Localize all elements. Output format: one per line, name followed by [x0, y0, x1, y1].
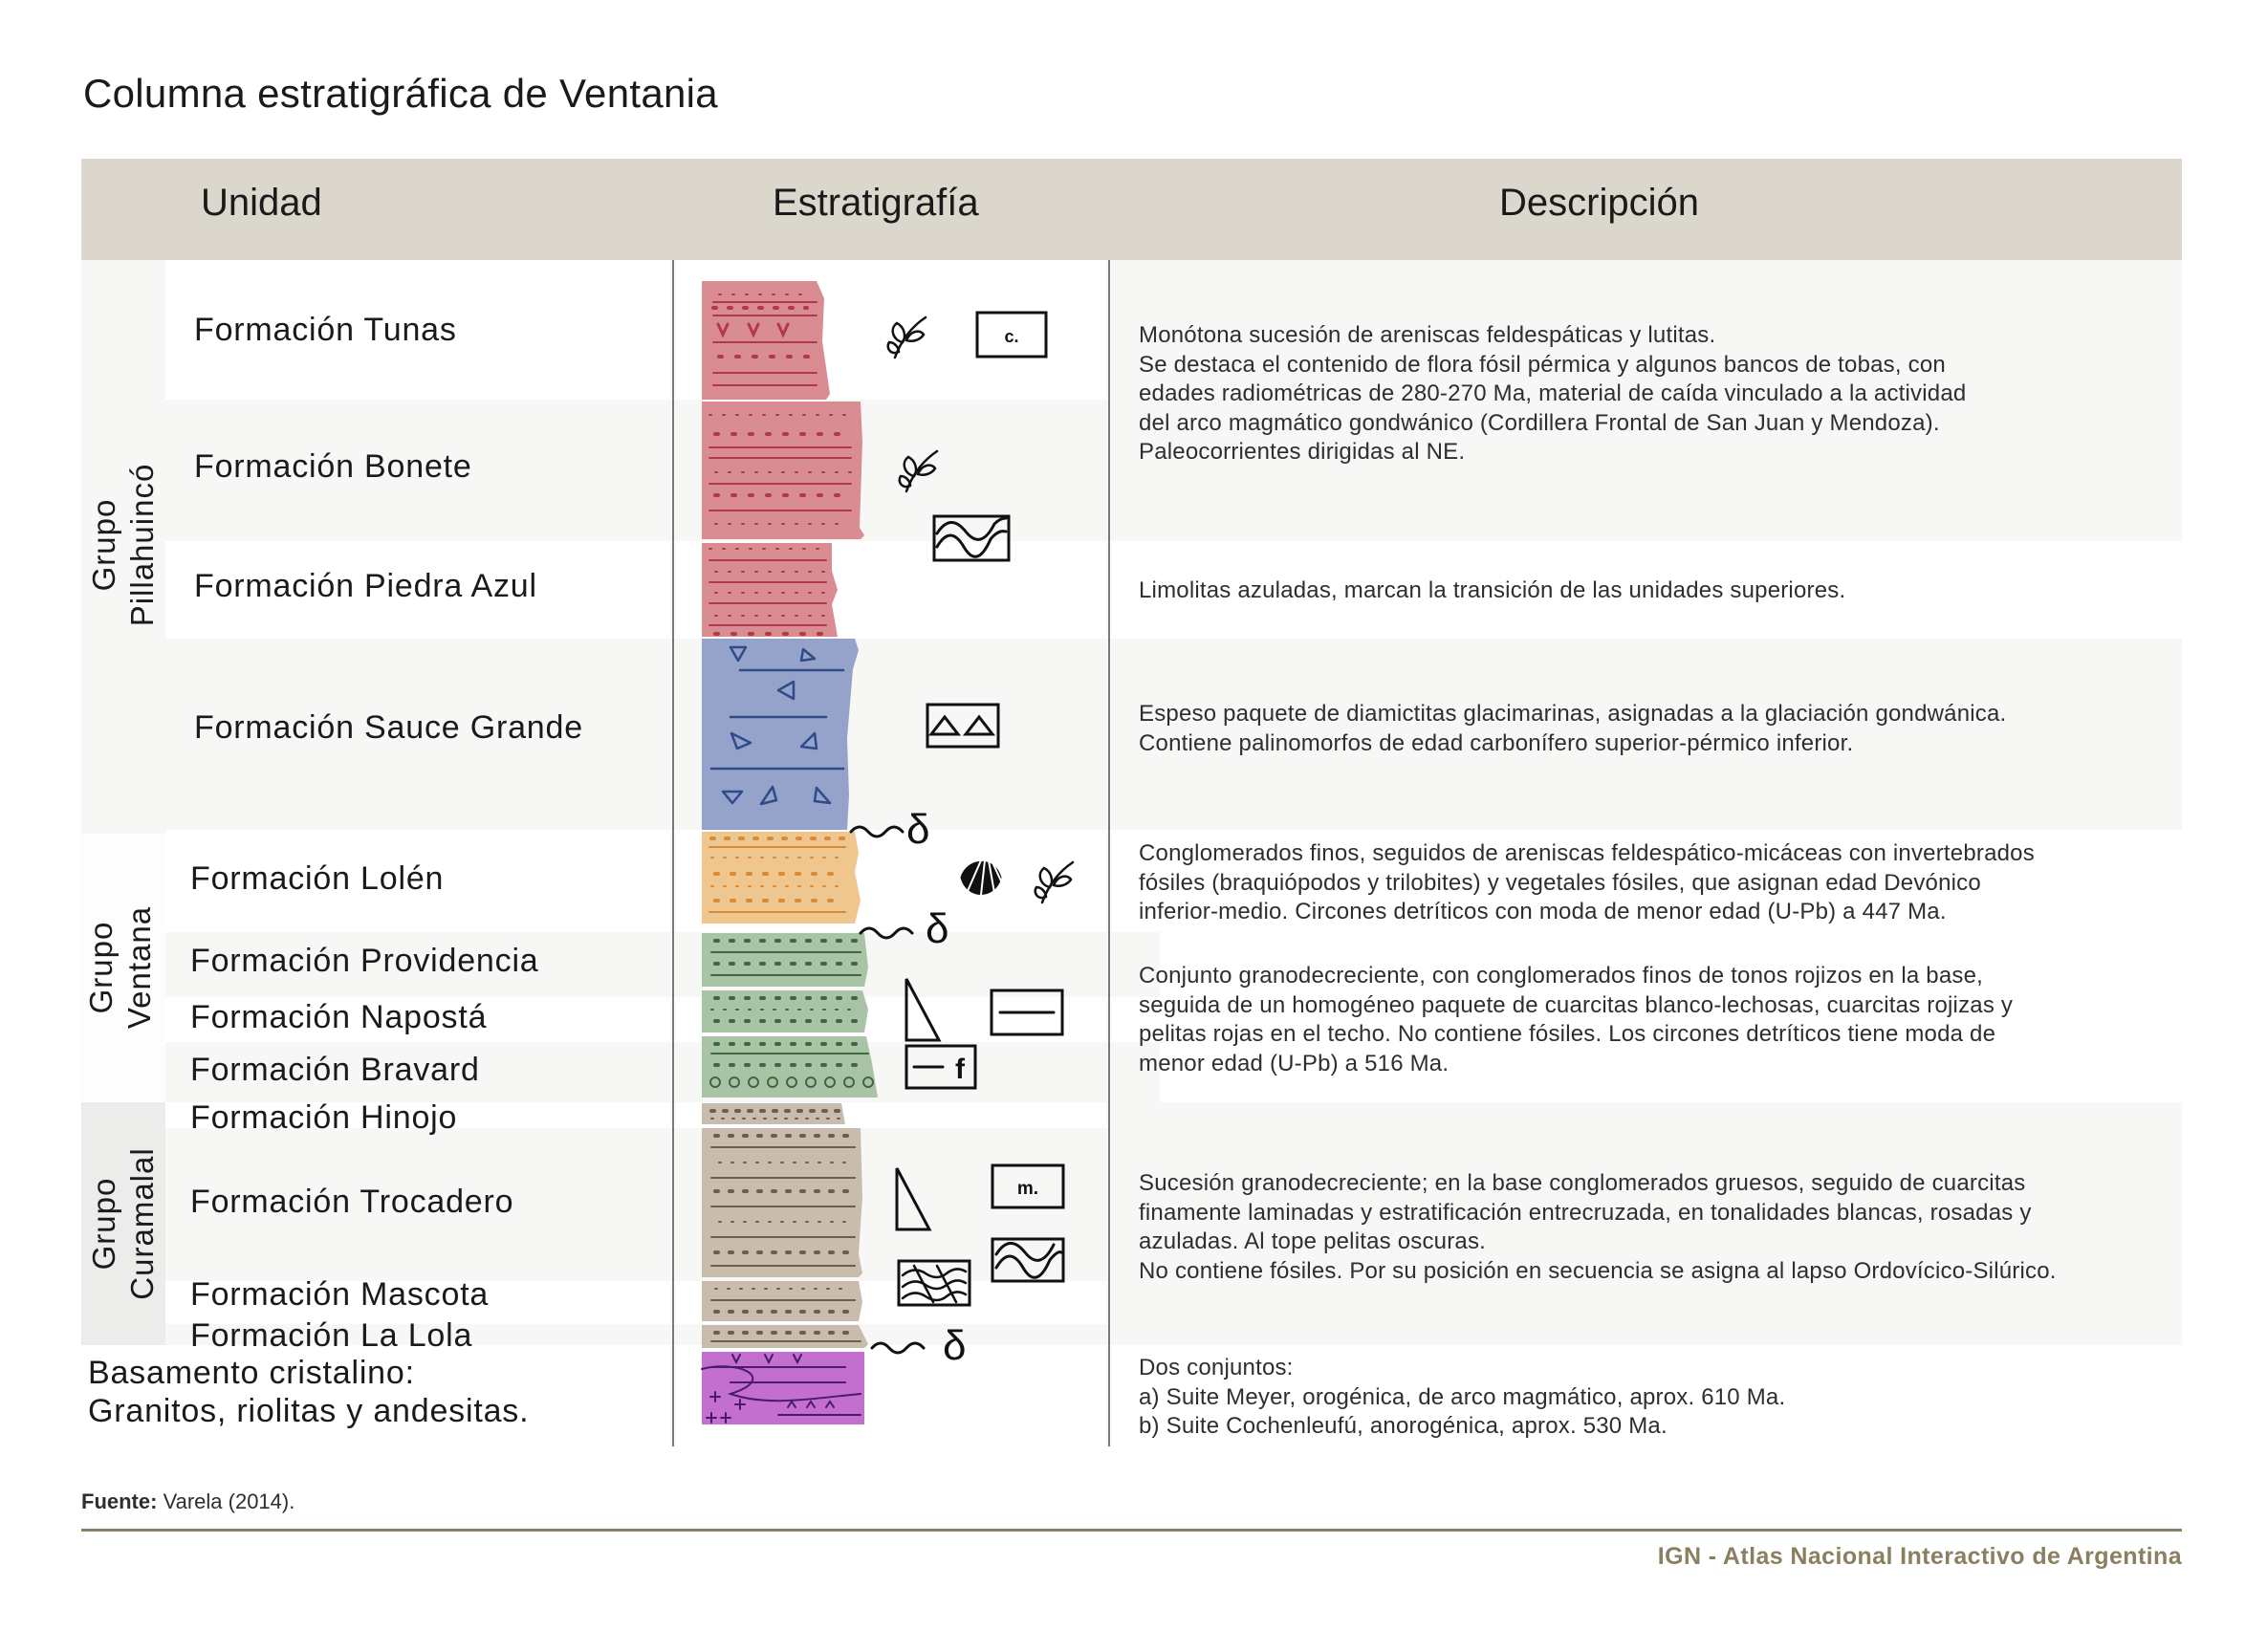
source-note: Fuente: Varela (2014). [81, 1489, 295, 1513]
matrix-label: m. [1016, 1179, 1039, 1199]
layer-lolen [702, 832, 861, 924]
table-header [81, 159, 2182, 260]
unit-mascota: Formación Mascota [190, 1276, 490, 1313]
unit-naposta: Formación Napostá [190, 999, 488, 1035]
page-title: Columna estratigráfica de Ventania [83, 71, 718, 116]
header-descripcion: Descripción [1499, 182, 1699, 224]
unit-trocadero: Formación Trocadero [190, 1184, 514, 1220]
column-divider [1108, 260, 1110, 1446]
description-curamalal: Sucesión granodecreciente; en la base conglomerados gruesos, seguido de cuarcitas finamente laminadas y estratificación entrecruzada, en tonalidades blancas, rosadas y azuladas. Al tope pelitas oscuras. No contiene fósiles. Por su posición en secuencia se asigna al lapso Ordovícico-Silúrico. [1139, 1170, 2057, 1284]
layer-bonete [702, 402, 864, 539]
description-basamento: Dos conjuntos: a) Suite Meyer, orogénica, de arco magmático, aprox. 610 Ma. b) Suite Cochenleufú, anorogénica, aprox. 530 Ma. [1139, 1355, 1786, 1439]
unit-basamento-1: Basamento cristalino: [88, 1355, 415, 1391]
wedge-symbol [897, 1168, 929, 1229]
layer-providencia [702, 933, 868, 987]
leaf-fossil-icon [888, 317, 926, 358]
unit-bravard: Formación Bravard [190, 1052, 480, 1088]
description-piedra-azul: Limolitas azuladas, marcan la transición de las unidades superiores. [1139, 577, 1846, 603]
group-label-ventana: Grupo Ventana [83, 905, 157, 1030]
unit-bonete: Formación Bonete [194, 448, 472, 485]
layer-sauce-grande [702, 639, 859, 830]
unit-tunas: Formación Tunas [194, 312, 457, 348]
unit-lolen: Formación Lolén [190, 860, 445, 897]
description-tunas: Monótona sucesión de areniscas feldespáticas y lutitas. Se destaca el contenido de flora fósil pérmica y algunos bancos de tobas, con edades radiométricas de 280-270 Ma, material de caída vinculado a la actividad del arco magmático gondwánico (Cordillera Frontal de San Juan y Mendoza). Paleocorrientes dirigidas al NE. [1139, 322, 1967, 465]
layer-bravard [702, 1036, 878, 1098]
unit-piedra-azul: Formación Piedra Azul [194, 568, 537, 604]
unit-sauce-grande: Formación Sauce Grande [194, 709, 583, 746]
leaf-fossil-icon [900, 451, 937, 491]
layer-hinojo [702, 1103, 845, 1124]
header-unidad: Unidad [201, 182, 322, 224]
description-lolen: Conglomerados finos, seguidos de areniscas feldespático-micáceas con invertebrados fósiles (braquiópodos y trilobites) y vegetales fósiles, que asignan edad Devónico inferior-medio. Circones detríticos con moda de menor edad (U-Pb) a 447 Ma. [1139, 840, 2035, 924]
layer-tunas [702, 281, 830, 400]
leaf-fossil-icon [1035, 862, 1073, 902]
unconformity-delta: δ [943, 1322, 967, 1369]
group-label-pillahuinco: Grupo Pillahuincó [86, 463, 160, 627]
layer-la-lola [702, 1325, 868, 1348]
tobas-label: c. [1004, 327, 1019, 346]
unit-hinojo: Formación Hinojo [190, 1099, 458, 1136]
layer-naposta [702, 990, 868, 1032]
layer-trocadero [702, 1128, 862, 1277]
fault-label: f [955, 1054, 965, 1085]
stratigraphic-column [673, 260, 1108, 1446]
unit-basamento-2: Granitos, riolitas y andesitas. [88, 1393, 530, 1429]
unit-providencia: Formación Providencia [190, 943, 539, 979]
layer-piedra-azul [702, 543, 838, 637]
group-label-curamalal: Grupo Curamalal [86, 1147, 160, 1300]
description-sauce-grande: Espeso paquete de diamictitas glacimarinas, asignadas a la glaciación gondwánica. Contiene palinomorfos de edad carbonífero superior-pérmico inferior. [1139, 701, 2007, 756]
shell-fossil-icon [962, 860, 1004, 895]
credit-text: IGN - Atlas Nacional Interactivo de Argentina [1657, 1543, 2182, 1570]
unconformity-delta: δ [926, 905, 949, 952]
header-estratigrafia: Estratigrafía [773, 182, 979, 224]
wedge-symbol [906, 979, 939, 1040]
unconformity-delta: δ [906, 806, 930, 853]
unit-la-lola: Formación La Lola [190, 1317, 473, 1354]
footer-divider [81, 1529, 2182, 1532]
description-ventana: Conjunto granodecreciente, con conglomerados finos de tonos rojizos en la base, seguida de un homogéneo paquete de cuarcitas blanco-lechosas, cuarcitas rojizas y pelitas rojas en el techo. No contiene fósiles. Los circones detríticos tiene moda de menor edad (U-Pb) a 516 Ma. [1139, 963, 2014, 1076]
